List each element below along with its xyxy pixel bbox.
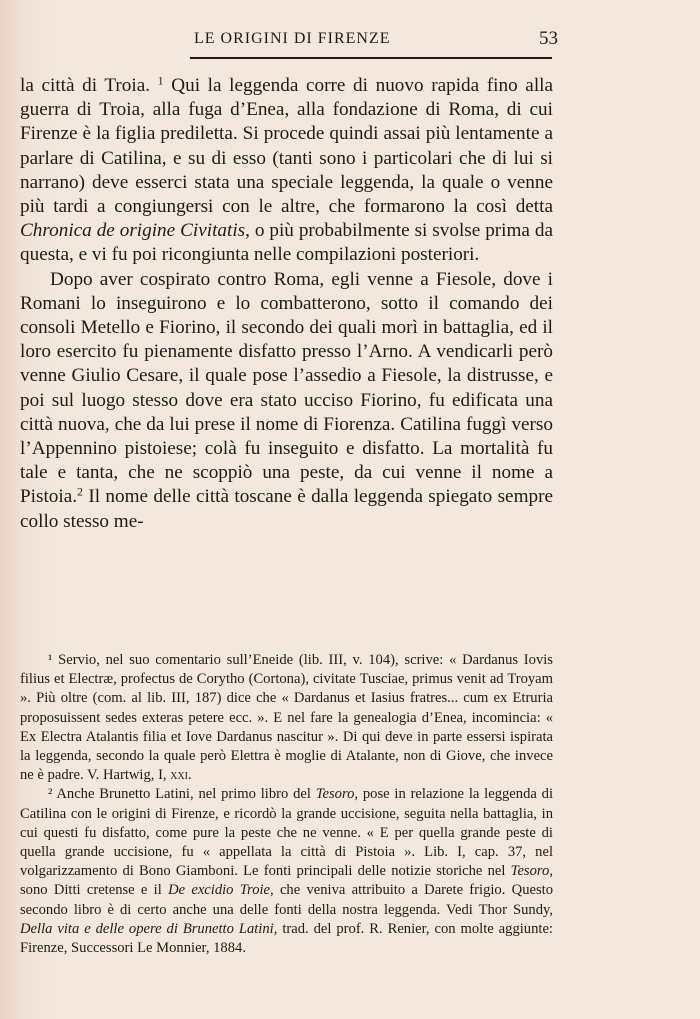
italic-title: Tesoro [510,863,550,880]
text-run: che veniva attribuito a Darete frigio. Questo secondo libro è di certo anche una delle fonti della nostra leggenda. Vedi Thor Sundy, [20,882,553,918]
footnote-ref-2[interactable]: 2 [77,484,83,499]
paragraph-1 [20,74,553,268]
footnote-ref-1[interactable]: 1 [157,73,164,88]
small-caps-text: xxi [170,767,189,784]
italic-title: Della vita e delle opere di Brunetto Latini, [20,920,278,937]
footnotes [20,651,553,958]
text-run: ² Anche Brunetto Latini, nel primo libro del [48,786,316,803]
main-text [20,74,553,534]
text-run: Dopo aver cospirato contro Roma, egli venne a Fiesole, dove i Romani lo inseguirono e lo combatterono, sotto il comando dei consoli Metello e Fiorino, il secondo dei quali morì in battaglia, ed il loro esercito fu pienamente disfatto presso l’Arno. A vendicarli però venne Giulio Cesare, il quale pose l’assedio a Fiesole, la distrusse, e poi sul luogo stesso dove era stato ucciso Fiorino, fu edificata una città nuova, che da lui prese il nome di Fiorenza. Catilina fuggì verso l’Appennino pistoiese; colà fu inseguito e disfatto. La mortalità fu tale e tanta, che ne scoppiò una peste, da cui venne il nome a Pistoia. [20,268,553,508]
footnote-1 [20,651,553,785]
footnote-2 [20,785,553,958]
italic-title: De excidio Troie, [168,882,274,899]
page-number: 53 [539,28,558,49]
text-run: , o più probabilmente si svolse prima da questa, e vi fu poi ricongiunta nelle compilazioni posteriori. [20,220,553,266]
header-rule [190,57,552,59]
paragraph-2 [20,268,553,534]
italic-title: Tesoro [315,786,355,803]
text-run: ¹ Servio, nel suo comentario sull’Eneide (lib. III, v. 104), scrive: « Dardanus Iovis filius et Electræ, profectus de Corytho (Cortona), civitate Tusciae, primus venit ad Troyam ». Più oltre (com. al lib. III, 187) dice che « Dardanus et Iasius fratres... cum ex Etruria proposuissent sedes exteras petere ecc. ». E nel fare la genealogia d’Enea, incomincia: « Ex Electra Atalantis filia et Iove Dardanus nascitur ». Di qui deve in parte essersi ispirata la leggenda, secondo la quale però Elettra è moglie di Atalante, non di Giove, che invece ne è padre. V. Hartwig, I, [20,652,553,784]
text-run: Qui la leggenda corre di nuovo rapida fino alla guerra di Troia, alla fuga d’Enea, alla fondazione di Roma, di cui Firenze è la figlia prediletta. Si procede quindi assai più lentamente a parlare di Catilina, e su di esso (tanti sono i particolari che di lui si narrano) deve esserci stata una speciale leggenda, la quale o venne più tardi a congiungersi con le altre, che formarono la così detta [20,75,554,218]
italic-title: Chronica de origine Civitatis [20,220,246,242]
text-run: , pose in relazione la leggenda di Catilina con le origini di Firenze, e ricordò la grande uccisione, seguita nella battaglia, in cui questi fu disfatto, come pure la peste che ne venne. « E per quella grande peste di quella grande uccisione, fu « appellata la città di Pistoia ». Lib. I, cap. 37, nel volgarizzamento di Bono Giamboni. Le fonti principali delle notizie storiche nel [20,786,554,880]
running-header: LE ORIGINI DI FIRENZE [194,30,391,47]
text-run: la città di Troia. [20,75,158,96]
text-run: . [188,767,192,784]
text-run: trad. del prof. R. Renier, con molte aggiunte: Firenze, Successori Le Monnier, 1884. [20,920,553,957]
text-run: Il nome delle città toscane è dalla leggenda spiegato sempre collo stesso me- [20,486,553,532]
text-run: , sono Ditti cretense e il [20,863,553,899]
